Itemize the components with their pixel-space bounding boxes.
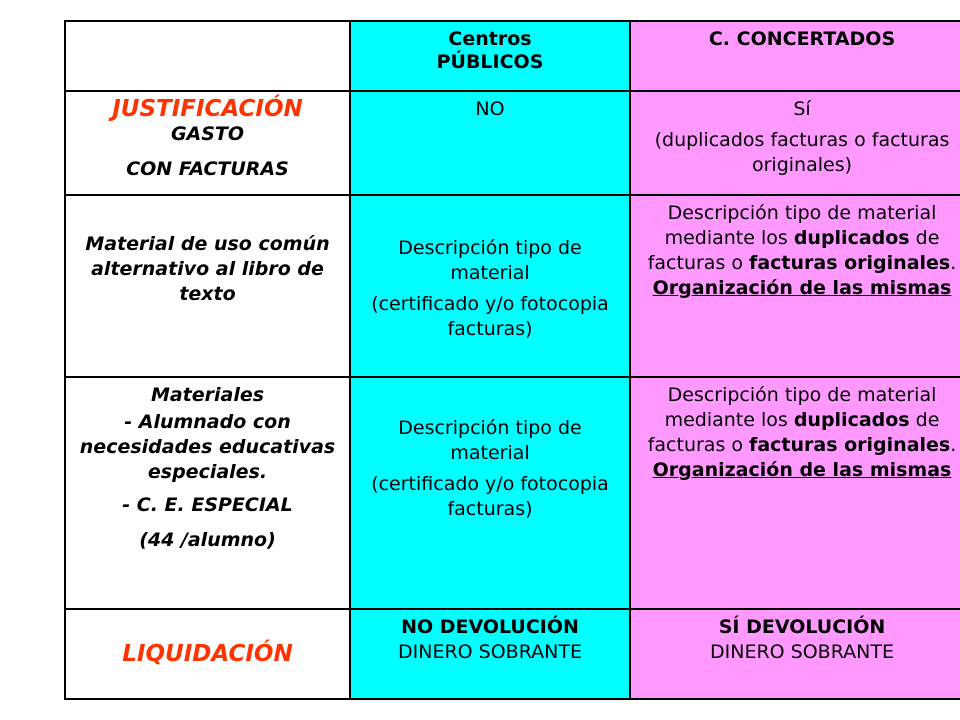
concertados-justificacion — [630, 91, 960, 195]
header-publicos — [350, 21, 630, 91]
row-material-comun — [65, 195, 960, 377]
label-justificacion — [65, 91, 350, 195]
concertados-materiales-nee — [630, 377, 960, 609]
publicos-justificacion: NO — [350, 91, 630, 195]
label-materiales-nee-line4: (44 /alumno) — [139, 529, 276, 551]
concertados-material-comun-bold2: facturas originales — [749, 252, 951, 274]
row-materiales-nee — [65, 377, 960, 609]
concertados-materiales-nee-text1: Descripción tipo de material mediante los — [664, 384, 937, 431]
concertados-justificacion-detail: (duplicados facturas o facturas originales) — [654, 129, 950, 176]
comparison-table — [64, 20, 960, 700]
label-materiales-nee-line3: - C. E. ESPECIAL — [122, 494, 293, 516]
publicos-materiales-nee-desc: Descripción tipo de material — [398, 417, 582, 464]
concertados-materiales-nee-bold2: facturas originales — [749, 434, 951, 456]
publicos-material-comun-note: (certificado y/o fotocopia facturas) — [371, 293, 609, 340]
concertados-material-comun-text1: Descripción tipo de material mediante los — [664, 202, 937, 249]
header-concertados: C. CONCERTADOS — [630, 21, 960, 91]
concertados-material-comun-bold1: duplicados — [793, 227, 910, 249]
label-justificacion-line1: GASTO — [170, 123, 245, 145]
concertados-material-comun-text2: de facturas o — [647, 227, 940, 274]
label-materiales-nee — [65, 377, 350, 609]
label-justificacion-line2: CON FACTURAS — [126, 158, 289, 180]
publicos-material-comun-desc: Descripción tipo de material — [398, 237, 582, 284]
concertados-material-comun-underline: Organización de las mismas — [652, 277, 952, 299]
concertados-liquidacion — [630, 609, 960, 699]
concertados-justificacion-si: Sí — [793, 98, 811, 120]
publicos-liquidacion-bold: NO DEVOLUCIÓN — [401, 616, 579, 638]
publicos-material-comun — [350, 195, 630, 377]
label-liquidacion — [65, 609, 350, 699]
label-liquidacion-title: LIQUIDACIÓN — [122, 640, 293, 667]
concertados-materiales-nee-bold1: duplicados — [793, 409, 910, 431]
row-liquidacion — [65, 609, 960, 699]
concertados-materiales-nee-text2: de facturas o — [647, 409, 940, 456]
label-materiales-nee-line2: - Alumnado con necesidades educativas especiales. — [79, 411, 336, 483]
label-justificacion-title: JUSTIFICACIÓN — [112, 96, 303, 122]
concertados-material-comun — [630, 195, 960, 377]
concertados-materiales-nee-text3: . — [950, 434, 957, 456]
header-publicos-line1: Centros — [448, 28, 532, 50]
label-materiales-nee-line1: Materiales — [150, 384, 265, 406]
concertados-materiales-nee-underline: Organización de las mismas — [652, 459, 952, 481]
publicos-materiales-nee — [350, 377, 630, 609]
concertados-material-comun-text3: . — [950, 252, 957, 274]
concertados-liquidacion-rest: DINERO SOBRANTE — [710, 641, 894, 663]
publicos-liquidacion — [350, 609, 630, 699]
concertados-liquidacion-bold: SÍ DEVOLUCIÓN — [718, 616, 886, 638]
label-material-comun: Material de uso común alternativo al libro de texto — [65, 195, 350, 377]
header-publicos-line2: PÚBLICOS — [436, 51, 544, 73]
header-empty-cell — [65, 21, 350, 91]
row-justificacion — [65, 91, 960, 195]
publicos-materiales-nee-note: (certificado y/o fotocopia facturas) — [371, 473, 609, 520]
publicos-liquidacion-rest: DINERO SOBRANTE — [398, 641, 582, 663]
header-row — [65, 21, 960, 91]
